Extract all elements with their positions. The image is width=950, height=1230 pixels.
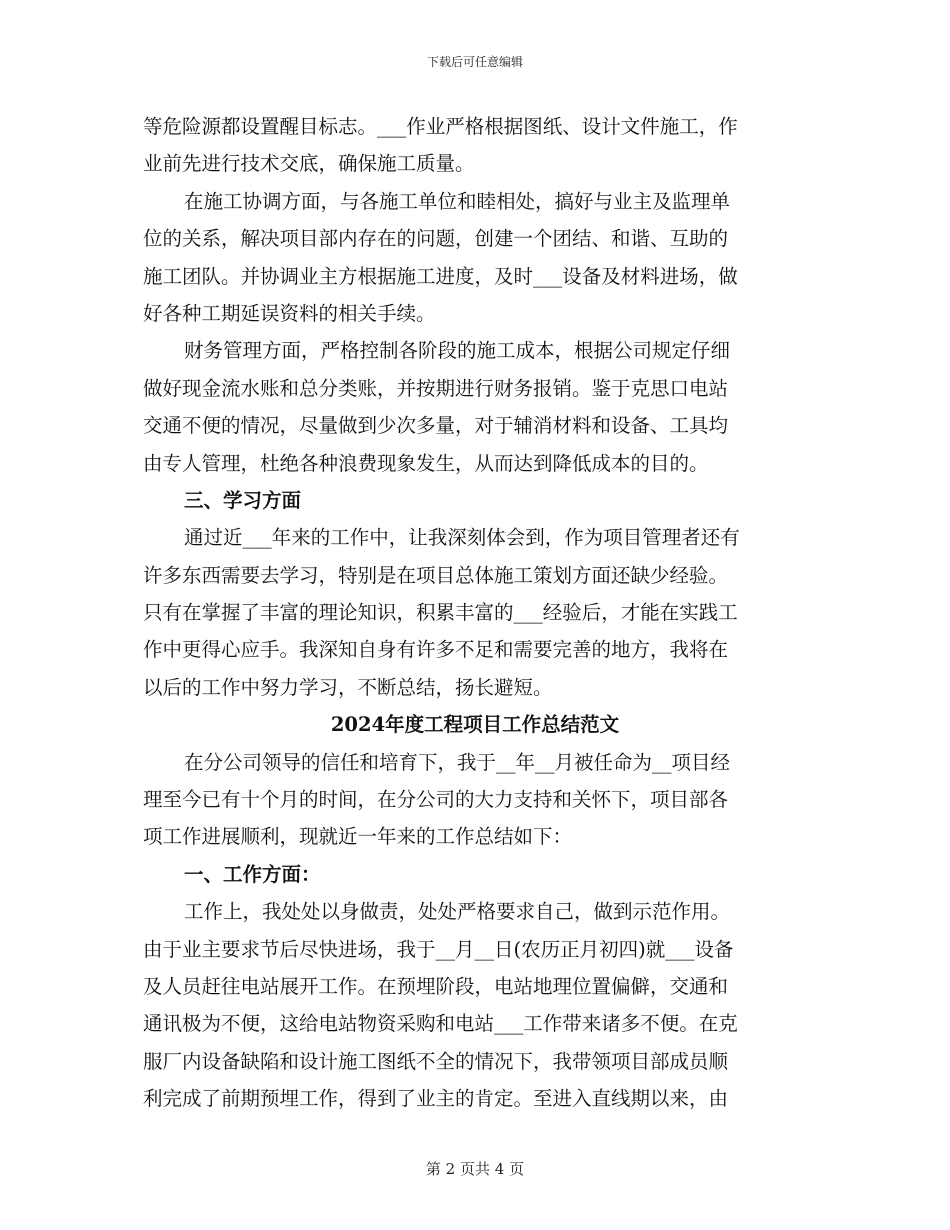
body-line: 施工团队。并协调业主方根据施工进度，及时___设备及材料进场，做 bbox=[143, 264, 738, 288]
body-line: 项工作进展顺利，现就近一年来的工作总结如下： bbox=[143, 825, 573, 849]
paragraph-start-line: 财务管理方面，严格控制各阶段的施工成本，根据公司规定仔细 bbox=[184, 339, 731, 363]
document-title: 2024年度工程项目工作总结范文 bbox=[330, 713, 620, 737]
body-line: 由于业主要求节后尽快进场，我于__月__日(农历正月初四)就___设备 bbox=[143, 937, 734, 961]
body-line: 理至今已有十个月的时间，在分公司的大力支持和关怀下，项目部各 bbox=[143, 788, 729, 812]
paragraph-start-line: 在施工协调方面，与各施工单位和睦相处，搞好与业主及监理单 bbox=[184, 189, 731, 213]
section-heading-study: 三、学习方面 bbox=[184, 488, 302, 512]
page-header: 下载后可任意编辑 bbox=[426, 55, 523, 69]
body-line: 等危险源都设置醒目标志。___作业严格根据图纸、设计文件施工，作 bbox=[143, 115, 738, 138]
body-line: 好各种工期延误资料的相关手续。 bbox=[143, 301, 436, 325]
body-line: 做好现金流水账和总分类账，并按期进行财务报销。鉴于克思口电站 bbox=[143, 376, 729, 400]
section-heading-work: 一、工作方面： bbox=[184, 862, 321, 886]
page-footer: 第 2 页共 4 页 bbox=[425, 1160, 525, 1178]
paragraph-start-line: 通过近___年来的工作中，让我深刻体会到，作为项目管理者还有 bbox=[184, 526, 740, 550]
body-line: 及人员赶往电站展开工作。在预埋阶段，电站地理位置偏僻，交通和 bbox=[143, 974, 729, 998]
paragraph-start-line: 在分公司领导的信任和培育下，我于__年__月被任命为__项目经 bbox=[184, 750, 731, 774]
paragraph-start-line: 工作上，我处处以身做责，处处严格要求自己，做到示范作用。 bbox=[184, 900, 731, 924]
body-line: 只有在掌握了丰富的理论知识，积累丰富的___经验后，才能在实践工 bbox=[143, 601, 738, 625]
body-line: 服厂内设备缺陷和设计施工图纸不全的情况下，我带领项目部成员顺 bbox=[143, 1049, 729, 1073]
body-line: 通讯极为不便，这给电站物资采购和电站___工作带来诸多不便。在克 bbox=[143, 1012, 738, 1036]
body-line: 利完成了前期预埋工作，得到了业主的肯定。至进入直线期以来，由 bbox=[143, 1087, 729, 1111]
document-body bbox=[143, 108, 807, 1118]
body-line: 许多东西需要去学习，特别是在项目总体施工策划方面还缺少经验。 bbox=[143, 563, 729, 587]
body-line: 交通不便的情况，尽量做到少次多量，对于辅消材料和设备、工具均 bbox=[143, 414, 729, 438]
body-line: 位的关系，解决项目部内存在的问题，创建一个团结、和谐、互助的 bbox=[143, 227, 729, 251]
body-line: 以后的工作中努力学习，不断总结，扬长避短。 bbox=[143, 675, 553, 699]
body-line: 由专人管理，杜绝各种浪费现象发生，从而达到降低成本的目的。 bbox=[143, 451, 709, 475]
body-line: 作中更得心应手。我深知自身有许多不足和需要完善的地方，我将在 bbox=[143, 638, 729, 662]
body-line: 业前先进行技术交底，确保施工质量。 bbox=[143, 152, 475, 176]
